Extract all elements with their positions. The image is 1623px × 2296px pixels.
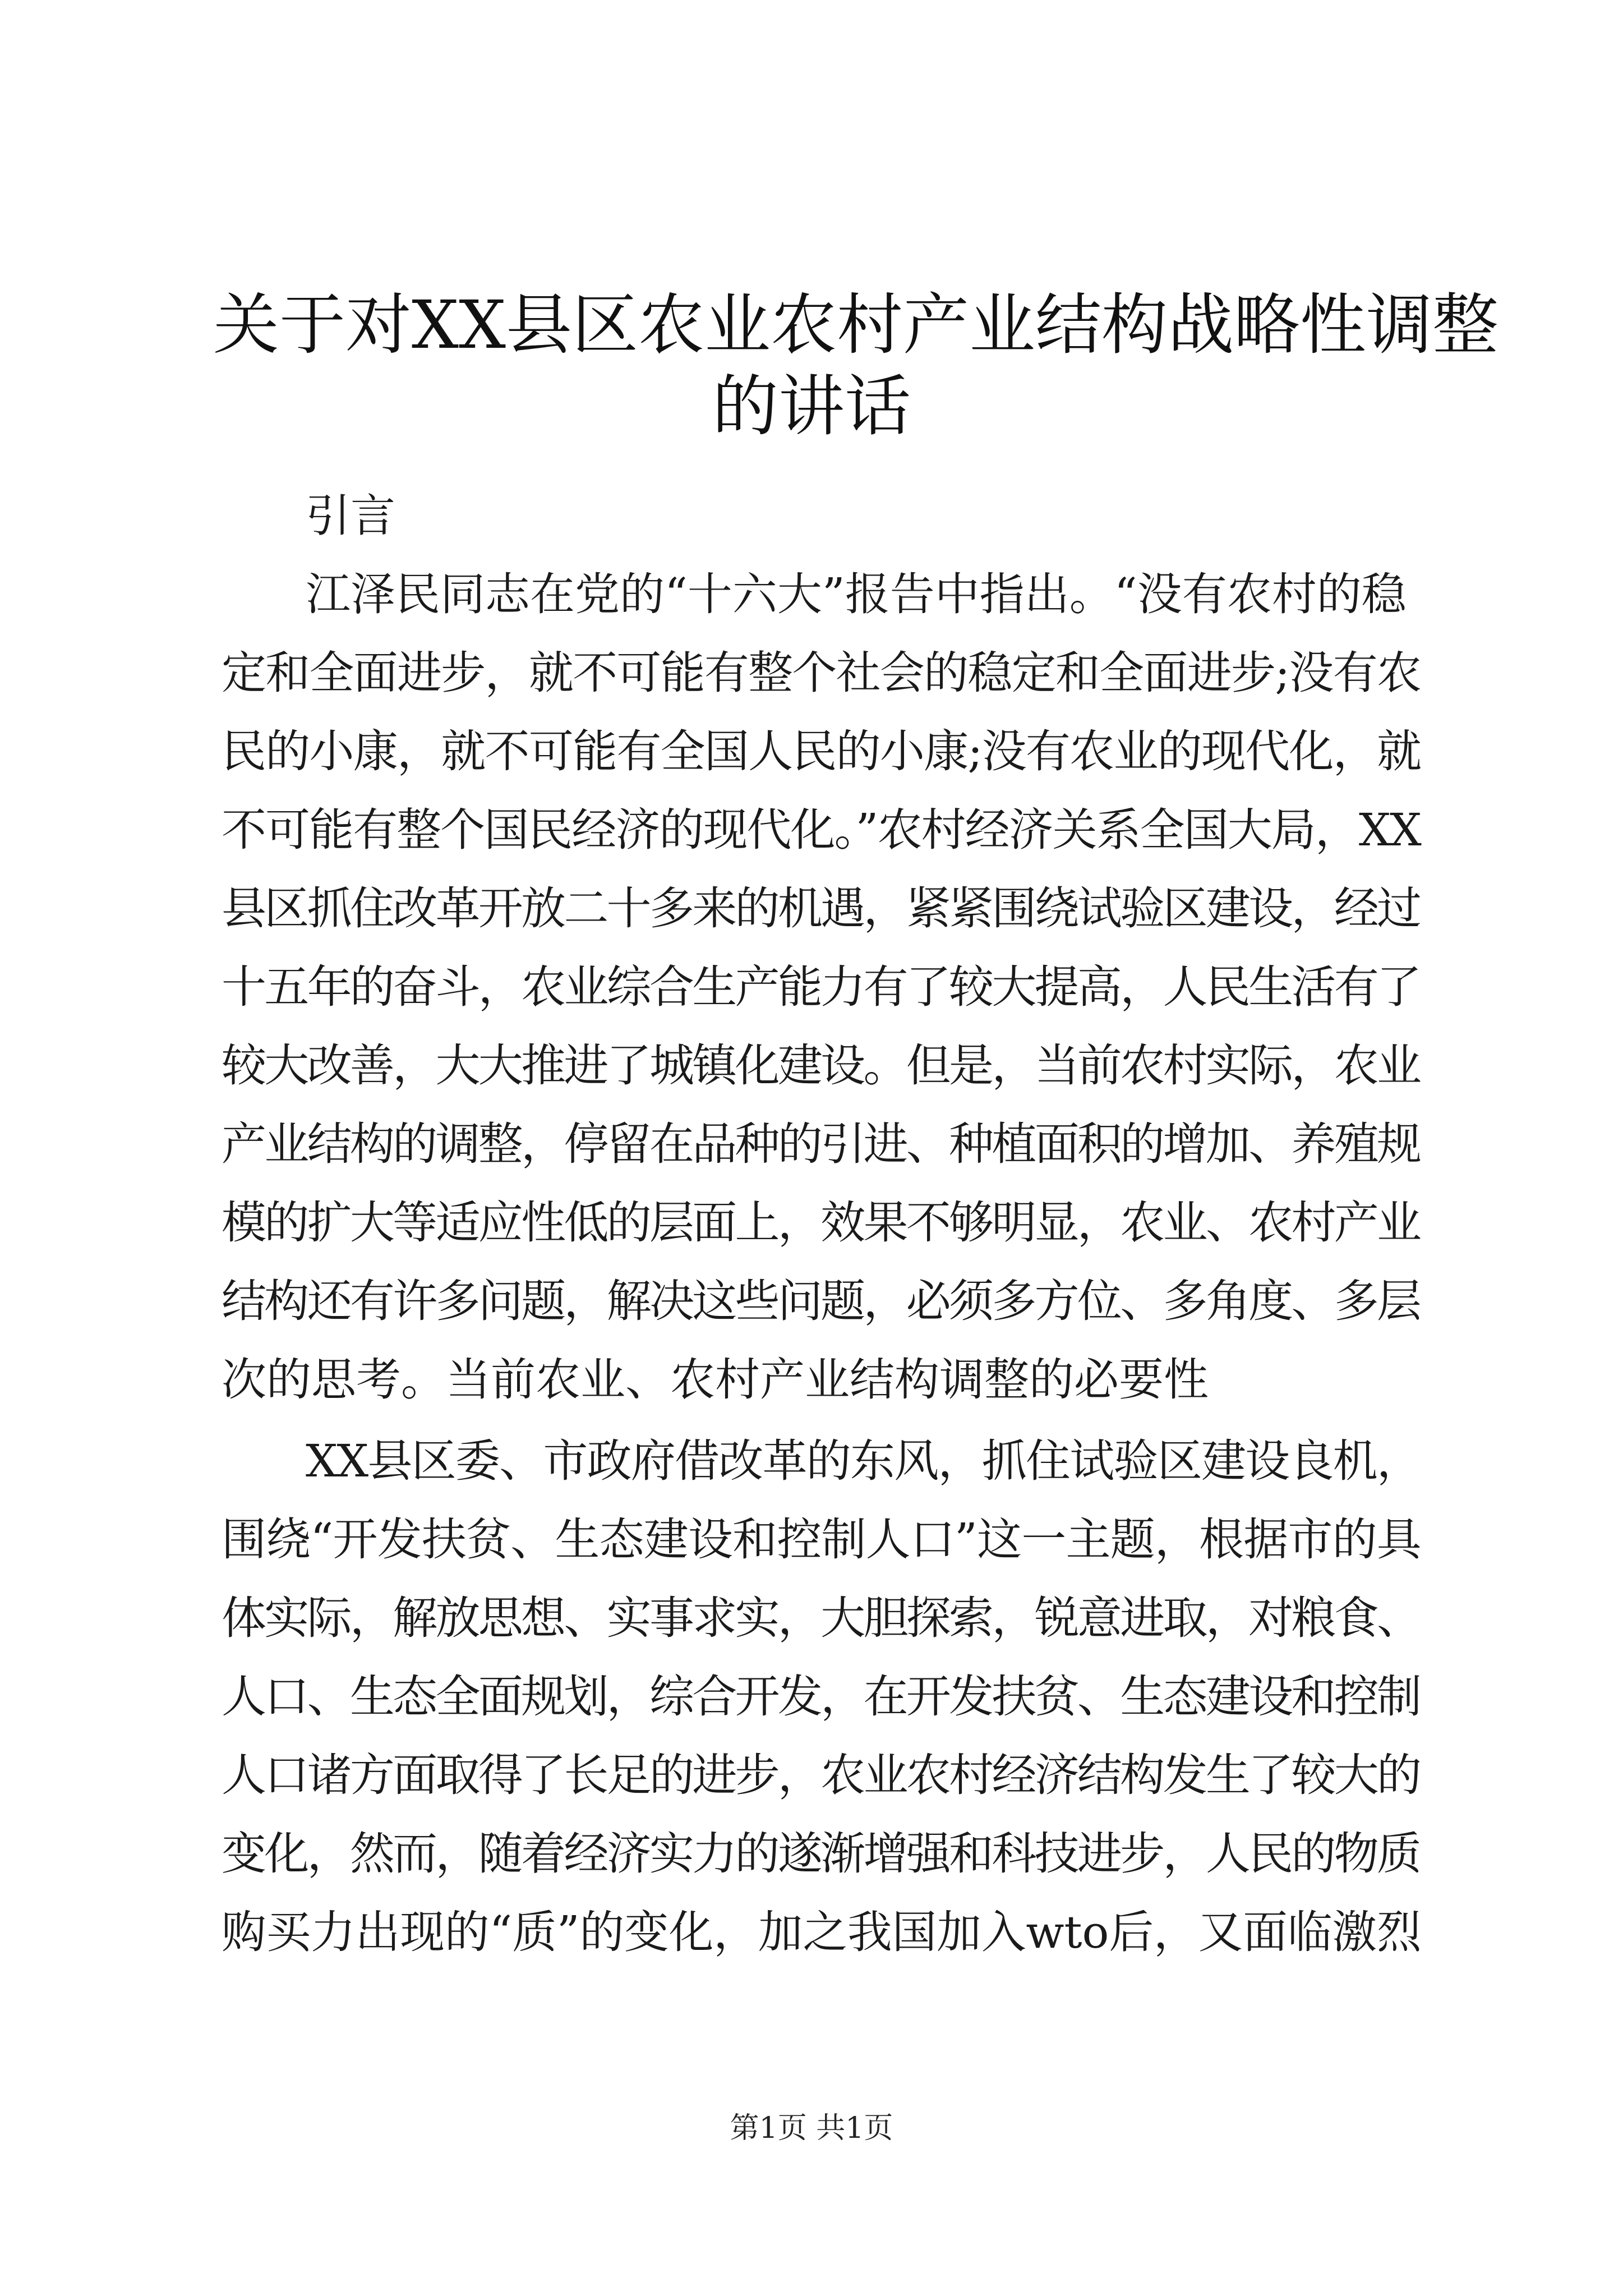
body-line: 定和全面进步，就不可能有整个社会的稳定和全面进步;没有农 [222,647,1421,699]
body-line: 民的小康，就不可能有全国人民的小康;没有农业的现代化，就 [222,725,1421,777]
body-line: 围绕“开发扶贫、生态建设和控制人口”这一主题，根据市的具 [222,1513,1421,1566]
body-line: 次的思考。当前农业、农村产业结构调整的必要性 [222,1354,1209,1406]
body-line: 模的扩大等适应性低的层面上，效果不够明显，农业、农村产业 [222,1197,1420,1249]
body-line: 不可能有整个国民经济的现代化。”农村经济关系全国大局，XX [222,804,1421,856]
body-line: 县区抓住改革开放二十多来的机遇，紧紧围绕试验区建设，经过 [222,882,1420,935]
body-line: 体实际，解放思想、实事求实，大胆探索，锐意进取，对粮食、 [222,1592,1420,1644]
body-line: 产业结构的调整，停留在品种的引进、种植面积的增加、养殖规 [222,1118,1420,1170]
body-line: 结构还有许多问题，解决这些问题，必须多方位、多角度、多层 [222,1275,1420,1327]
document-title-line-2: 的讲话 [712,367,911,445]
body-line: 较大改善，大大推进了城镇化建设。但是，当前农村实际，农业 [222,1039,1420,1092]
body-line: 人口、生态全面规划，综合开发，在开发扶贫、生态建设和控制 [222,1671,1420,1723]
page-footer: 第1页 共1页 [730,2111,893,2145]
body-line: XX县区委、市政府借改革的东风，抓住试验区建设良机， [306,1435,1421,1487]
document-title-line-1: 关于对XX县区农业农村产业结构战略性调整 [213,286,1499,364]
body-line: 引言 [306,490,395,542]
body-line: 人口诸方面取得了长足的进步，农业农村经济结构发生了较大的 [222,1749,1420,1801]
body-line: 购买力出现的“质”的变化，加之我国加入wto后，又面临激烈 [222,1906,1422,1958]
body-line: 十五年的奋斗，农业综合生产能力有了较大提高，人民生活有了 [222,961,1420,1013]
body-line: 江泽民同志在党的“十六大”报告中指出。“没有农村的稳 [306,568,1407,620]
body-line: 变化，然而，随着经济实力的遂渐增强和科技进步，人民的物质 [222,1828,1420,1880]
